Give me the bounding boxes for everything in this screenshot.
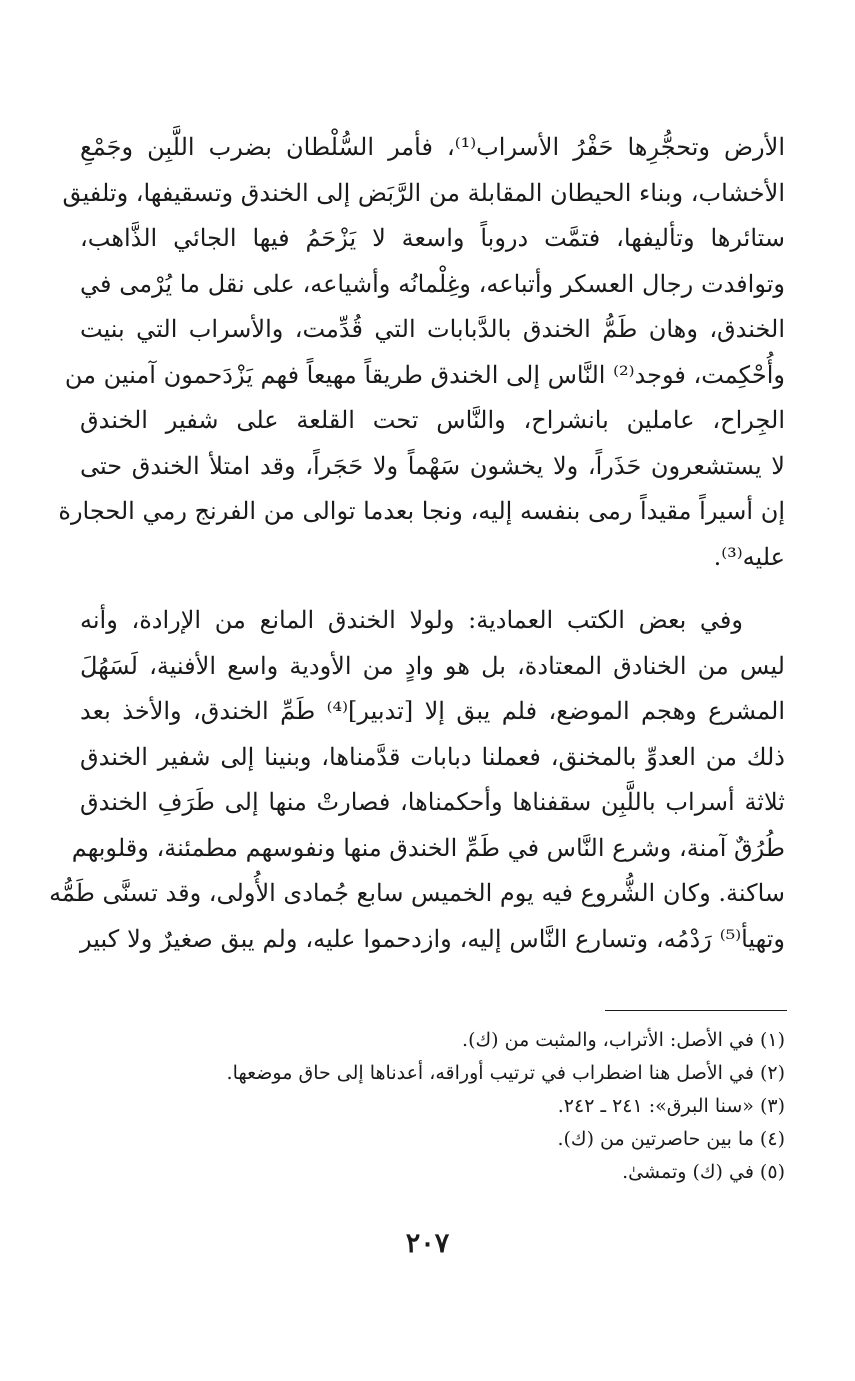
text-line: الجِراح، عاملين بانشراح، والنَّاس تحت القلعة على شفير الخندق	[80, 406, 785, 434]
text-line: الخندق، وهان طَمُّ الخندق بالدَّبابات التي قُدِّمت، والأسراب التي بنيت	[80, 315, 785, 343]
text-line: المشرع وهجم الموضع، فلم يبق إلا [تدبير]⁽⁴⁾ طَمِّ الخندق، والأخذ بعد	[80, 697, 785, 725]
footnote: (١) في الأصل: الأتراب، والمثبت من (ك).	[462, 1029, 785, 1051]
footnote: (٥) في (ك) وتمشىٰ.	[622, 1161, 785, 1183]
text-line: ستائرها وتأليفها، فتمَّت دروباً واسعة لا يَزْحَمُ فيها الجائي الذَّاهب،	[80, 224, 785, 252]
text-line: وأُحْكِمت، فوجد⁽²⁾ النَّاس إلى الخندق طريقاً مهيعاً فهم يَزْدَحمون آمنين من	[64, 360, 785, 389]
text-line: وتوافدت رجال العسكر وأتباعه، وغِلْمانُه وأشياعه، على نقل ما يُرْمى في	[80, 269, 785, 298]
paragraph-gap	[80, 580, 785, 598]
footnote: (٢) في الأصل هنا اضطراب في ترتيب أوراقه، أعدناها إلى حاق موضعها.	[226, 1062, 785, 1084]
text-line: إن أسيراً مقيداً رمى بنفسه إليه، ونجا بعدما توالى من الفرنج رمي الحجارة	[58, 497, 785, 525]
text-line: ذلك من العدوِّ بالمخنق، فعملنا دبابات قدَّمناها، وبنينا إلى شفير الخندق	[80, 742, 785, 771]
text-line: وفي بعض الكتب العمادية: ولولا الخندق المانع من الإرادة، وأنه	[80, 606, 743, 634]
text-line: ثلاثة أسراب باللَّبِن سقفناها وأحكمناها، فصارتْ منها إلى طَرَفِ الخندق	[80, 788, 785, 816]
text-line: الأخشاب، وبناء الحيطان المقابلة من الرَّبَض إلى الخندق وتسقيفها، وتلفيق	[62, 178, 785, 207]
text-line: الأرض وتحجُّرِها حَفْرُ الأسراب⁽¹⁾، فأمر السُّلْطان بضرب اللَّبِن وجَمْعِ	[80, 133, 785, 161]
footnotes	[200, 1024, 785, 1189]
footnote: (٤) ما بين حاصرتين من (ك).	[557, 1128, 785, 1150]
page-number: ٢٠٧	[405, 1228, 450, 1259]
text-line: عليه⁽³⁾.	[713, 542, 785, 571]
footnote: (٣) «سنا البرق»: ٢٤١ ـ ٢٤٢.	[557, 1095, 785, 1117]
footnote-separator	[605, 1010, 787, 1011]
text-line: ليس من الخنادق المعتادة، بل هو وادٍ من الأودية واسع الأفنية، لَسَهُلَ	[80, 651, 785, 680]
text-line: طُرُقٌ آمنة، وشرع النَّاس في طَمِّ الخندق منها ونفوسهم مطمئنة، وقلوبهم	[71, 833, 785, 862]
text-line: وتهيأ⁽⁵⁾ رَدْمُه، وتسارع النَّاس إليه، وازدحموا عليه، ولم يبق صغيرٌ ولا كبير	[80, 924, 785, 953]
text-line: ساكنة. وكان الشُّروع فيه يوم الخميس سابع جُمادى الأُولى، وقد تسنَّى طَمُّه	[49, 879, 785, 907]
text-line: لا يستشعرون حَذَراً، ولا يخشون سَهْماً ولا حَجَراً، وقد امتلأ الخندق حتى	[80, 451, 785, 480]
main-text	[49, 125, 785, 962]
